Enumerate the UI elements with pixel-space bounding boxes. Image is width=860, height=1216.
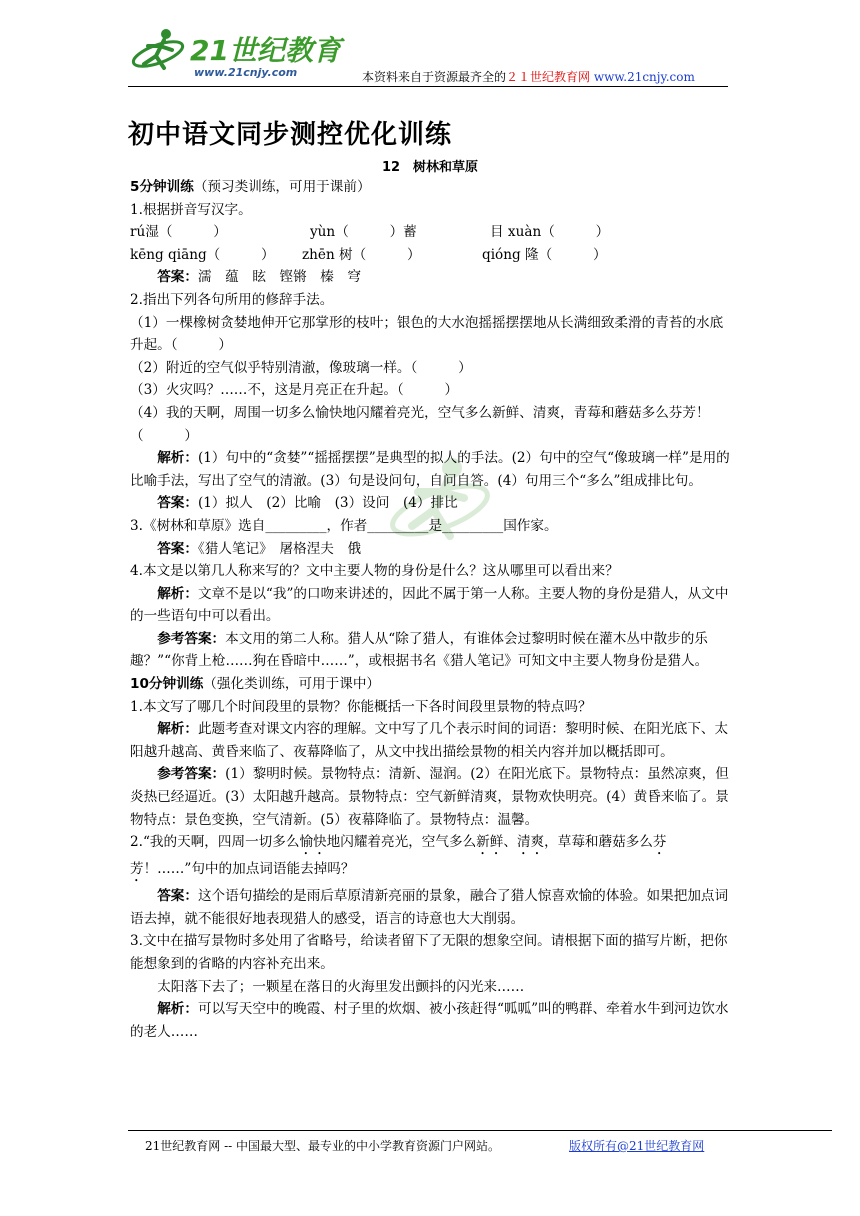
header-note	[362, 68, 695, 85]
question-5: 1.本文写了哪几个时间段里的景物？你能概括一下各时间段里景物的特点吗？	[130, 698, 592, 715]
pinyin-row-1	[130, 221, 730, 244]
lesson-title: 12 树林和草原	[381, 160, 479, 175]
question-2: 2.指出下列各句所用的修辞手法。	[130, 291, 334, 308]
pinyin-item: yùn（ ）蓄	[310, 224, 417, 241]
analysis-7: 解析：可以写天空中的晚霞、村子里的炊烟、被小孩赶得“呱呱”叫的鸭群、牵着水牛到河边饮水的老人……	[130, 1001, 729, 1040]
pinyin-item: 目 xuàn（ ）	[490, 224, 610, 241]
sentence-4: （4）我的天啊，周围一切多么愉快地闪耀着亮光，空气多么新鲜、清爽，青莓和蘑菇多么芬芳！（ ）	[130, 404, 710, 444]
runner-icon	[130, 29, 185, 71]
question-7: 3.文中在描写景物时多处用了省略号，给读者留下了无限的想象空间。请根据下面的描写片断，把你能想象到的省略的内容补充出来。	[130, 933, 728, 972]
answer-3: 答案：《猎人笔记》 屠格涅夫 俄	[157, 540, 362, 557]
pinyin-row-2	[130, 244, 730, 267]
copyright-link[interactable]: 版权所有@21世纪教育网	[569, 1139, 705, 1153]
reference-answer-5: 参考答案：(1）黎明时候。景物特点：清新、湿润。(2）在阳光底下。景物特点：虽然凉爽，但炎热已经逼近。(3）太阳越升越高。景物特点：空气新鲜清爽，景物欢快明亮。(4）黄昏来临了。景物特点：景色变换，空气清新。(5）夜幕降临了。景物特点：温馨。	[130, 766, 729, 828]
quote-passage: 太阳落下去了；一颗星在落日的火海里发出颤抖的闪光来……	[157, 978, 525, 995]
answer-2: 答案：(1）拟人 (2）比喻 (3）设问 (4）排比	[157, 495, 458, 512]
analysis-5: 解析：此题考查对课文内容的理解。文中写了几个表示时间的词语：黎明时候、在阳光底下、太阳越升越高、黄昏来临了、夜幕降临了，从文中找出描绘景物的相关内容并加以概括即可。	[130, 721, 729, 760]
analysis-2: 解析：(1）句中的“贪婪”“摇摇摆摆”是典型的拟人的手法。(2）句中的空气“像玻璃一样”是用的比喻手法，写出了空气的清澈。(3）句是设问句，自问自答。(4）句用三个“多么”组成排比句。	[130, 450, 730, 489]
sentence-3: （3）火灾吗？……不，这是月亮正在升起。（ ）	[130, 382, 459, 399]
sentence-2: （2）附近的空气似乎特别清澈，像玻璃一样。（ ）	[130, 359, 472, 376]
logo-text: 21世纪教育	[190, 34, 341, 67]
dotted-word: 清爽	[516, 834, 545, 851]
footer	[145, 1137, 705, 1154]
footer-text: 21世纪教育网 -- 中国最大型、最专业的中小学教育资源门户网站。	[145, 1139, 501, 1153]
question-4: 4.本文是以第几人称来写的？文中主要人物的身份是什么？这从哪里可以看出来？	[130, 563, 619, 580]
site-logo	[128, 24, 348, 84]
question-3: 3.《树林和草原》选自_________，作者_________是_________国作家。	[130, 517, 558, 534]
pinyin-item: qióng 隆（ ）	[482, 246, 607, 263]
header-site-url[interactable]: www.21cnjy.com	[593, 70, 695, 84]
question-1: 1.根据拼音写汉字。	[130, 201, 252, 218]
dotted-word: 芬芳	[130, 834, 667, 878]
pinyin-item: zhēn 树（ ）	[302, 246, 421, 263]
header-note-prefix: 本资料来自于资源最齐全的	[362, 70, 507, 84]
dotted-word: 愉快	[299, 834, 327, 851]
answer-1: 答案：濡 蕴 眩 铿锵 榛 穹	[157, 269, 362, 286]
pinyin-item: kēng qiāng（ ）	[130, 246, 275, 263]
header-site-name[interactable]: ２１世纪教育网	[506, 70, 591, 84]
analysis-4: 解析：文章不是以“我”的口吻来讲述的，因此不属于第一人称。主要人物的身份是猎人，从文中的一些语句中可以看出。	[130, 585, 729, 625]
document-body	[130, 176, 730, 1043]
header-divider	[128, 86, 728, 87]
question-6: 2.“我的天啊，四周一切多么愉快地闪耀着亮光，空气多么新鲜、清爽，草莓和蘑菇多么芬芳！……”句中的加点词语能去掉吗？	[130, 834, 667, 878]
sentence-1: （1）一棵橡树贪婪地伸开它那掌形的枝叶；银色的大水泡摇摇摆摆地从长满细致柔滑的青苔的水底升起。（ ）	[130, 314, 724, 354]
reference-answer-4: 参考答案：本文用的第二人称。猎人从“除了猎人，有谁体会过黎明时候在灌木丛中散步的乐趣？”“你背上枪……狗在昏暗中……”，或根据书名《猎人笔记》可知文中主要人物身份是猎人。	[130, 630, 709, 670]
footer-divider	[128, 1130, 832, 1131]
answer-6: 答案：这个语句描绘的是雨后草原清新亮丽的景象，融合了猎人惊喜欢愉的体验。如果把加点词语去掉，就不能很好地表现猎人的感受，语言的诗意也大大削弱。	[130, 888, 729, 927]
pinyin-item: rú湿（ ）	[130, 224, 227, 241]
logo-url: www.21cnjy.com	[194, 66, 298, 79]
section-heading-5min: 5分钟训练（预习类训练，可用于课前）	[130, 179, 371, 195]
section-heading-10min: 10分钟训练（强化类训练，可用于课中）	[130, 676, 381, 693]
page-title: 初中语文同步测控优化训练	[128, 120, 453, 150]
dotted-word: 新鲜	[476, 834, 504, 851]
